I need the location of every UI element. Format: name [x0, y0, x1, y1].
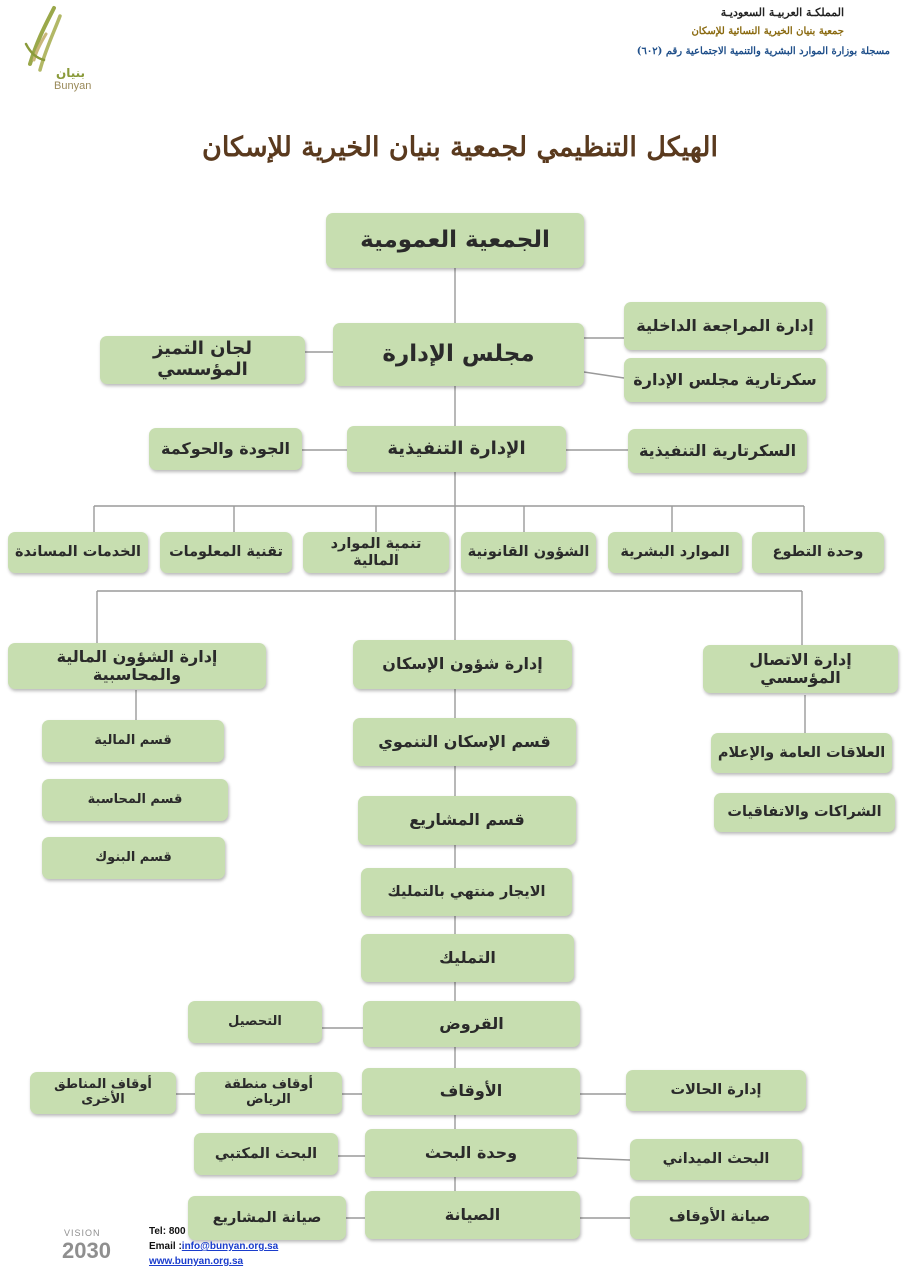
- node-partnerships: الشراكات والاتفاقيات: [714, 793, 895, 832]
- footer-email-label: Email :: [149, 1241, 182, 1252]
- node-human-resources: الموارد البشرية: [608, 532, 742, 573]
- node-accounting-dept: قسم المحاسبة: [42, 779, 228, 821]
- node-endowments-maintenance: صيانة الأوقاف: [630, 1196, 809, 1239]
- vision-year: 2030: [62, 1238, 111, 1263]
- node-financial-development: تنمية الموارد المالية: [303, 532, 449, 573]
- header-kingdom: المملكـة العربيـة السعوديـة: [720, 6, 844, 19]
- node-quality-governance: الجودة والحوكمة: [149, 428, 302, 470]
- node-internal-audit: إدارة المراجعة الداخلية: [624, 302, 826, 350]
- node-finance-accounting: إدارة الشؤون المالية والمحاسبية: [8, 643, 266, 689]
- vision-label: VISION: [64, 1228, 101, 1238]
- node-volunteering: وحدة التطوع: [752, 532, 884, 573]
- node-collection: التحصيل: [188, 1001, 322, 1043]
- footer-email-link[interactable]: info@bunyan.org.sa: [181, 1241, 279, 1252]
- node-board: مجلس الإدارة: [333, 323, 584, 386]
- node-general-assembly: الجمعية العمومية: [326, 213, 584, 268]
- node-riyadh-endowments: أوقاف منطقة الرياض: [195, 1072, 342, 1114]
- node-executive-management: الإدارة التنفيذية: [347, 426, 566, 472]
- node-finance-dept: قسم المالية: [42, 720, 224, 762]
- node-legal-affairs: الشؤون القانونية: [461, 532, 596, 573]
- node-maintenance: الصيانة: [365, 1191, 580, 1239]
- node-board-secretariat: سكرتارية مجلس الإدارة: [624, 358, 826, 402]
- node-lease-to-own: الايجار منتهي بالتمليك: [361, 868, 572, 916]
- node-support-services: الخدمات المساندة: [8, 532, 148, 573]
- chart-title: الهيكل التنظيمي لجمعية بنيان الخيرية للإسكان: [201, 132, 718, 163]
- logo-latin: Bunyan: [54, 80, 92, 92]
- node-other-endowments: أوقاف المناطق الأخرى: [30, 1072, 176, 1114]
- node-endowments: الأوقاف: [362, 1068, 580, 1115]
- node-research-unit: وحدة البحث: [365, 1129, 577, 1177]
- node-communication: إدارة الاتصال المؤسسي: [703, 645, 898, 693]
- footer-tel: Tel: 800: [149, 1226, 186, 1237]
- node-projects-maintenance: صيانة المشاريع: [188, 1196, 346, 1240]
- footer-email: [149, 1241, 278, 1252]
- node-desk-research: البحث المكتبي: [194, 1133, 338, 1175]
- vision-2030-logo: [60, 1228, 140, 1274]
- node-it: تقنية المعلومات: [160, 532, 292, 573]
- node-cases-management: إدارة الحالات: [626, 1070, 806, 1111]
- node-developmental-housing: قسم الإسكان التنموي: [353, 718, 576, 766]
- node-excellence-committees: لجان التميز المؤسسي: [100, 336, 305, 384]
- node-executive-secretariat: السكرتارية التنفيذية: [628, 429, 807, 473]
- node-housing-affairs: إدارة شؤون الإسكان: [353, 640, 572, 689]
- logo-arabic: بنيان: [56, 66, 86, 80]
- node-ownership: التمليك: [361, 934, 574, 982]
- node-projects: قسم المشاريع: [358, 796, 576, 845]
- node-field-research: البحث الميداني: [630, 1139, 802, 1180]
- header-association: جمعية بنيان الخيرية النسائية للإسكان: [691, 26, 844, 37]
- node-banks-dept: قسم البنوك: [42, 837, 225, 879]
- node-loans: القروض: [363, 1001, 580, 1047]
- node-public-relations: العلاقات العامة والإعلام: [711, 733, 892, 773]
- footer-website-link[interactable]: www.bunyan.org.sa: [149, 1256, 244, 1267]
- header-registration: مسجلة بوزارة الموارد البشرية والتنمية الاجتماعية رقم (٦٠٢): [636, 46, 890, 57]
